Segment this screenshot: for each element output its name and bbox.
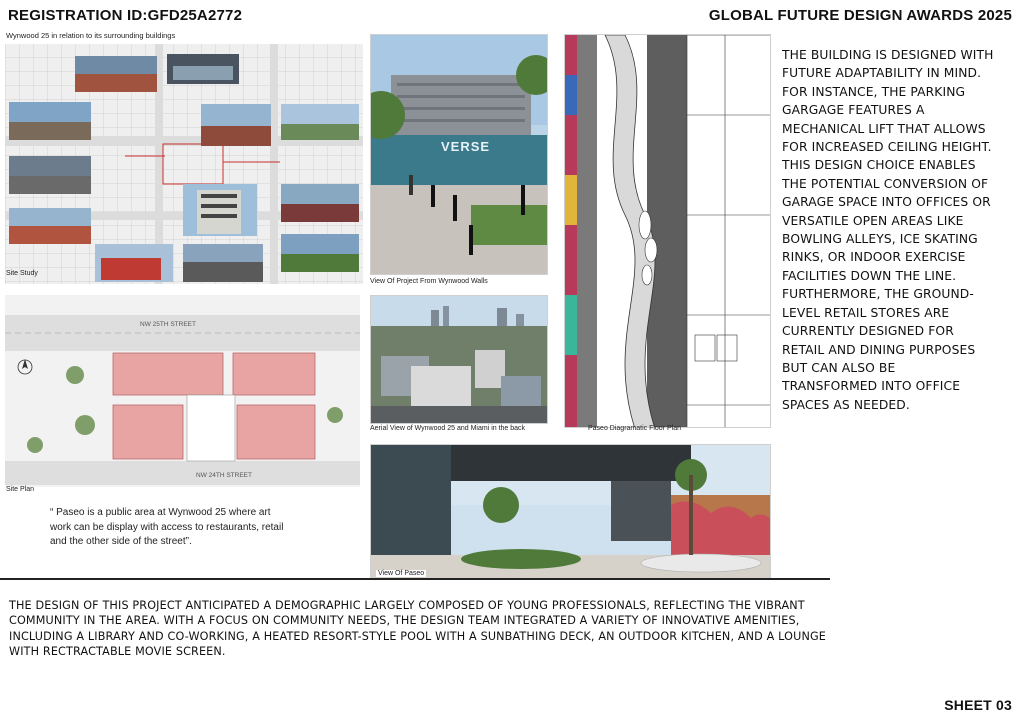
floor-plan-caption: Paseo Diagramatic Floor Plan: [588, 425, 681, 432]
site-photo-3: [9, 102, 91, 140]
site-photo-11: [183, 244, 263, 282]
site-photo-2: [167, 54, 239, 84]
site-photo-1: [75, 56, 157, 92]
paseo-floor-plan: [564, 34, 771, 428]
site-study-map: [5, 44, 363, 284]
aerial-caption: Aerial View of Wynwood 25 and Miami in the back: [370, 425, 526, 432]
site-photo-10: [95, 244, 173, 282]
site-photo-5: [281, 104, 359, 140]
site-photo-12: [281, 234, 359, 272]
site-study-caption: Site Study: [6, 270, 38, 277]
paseo-drawing: [371, 445, 771, 579]
registration-id: REGISTRATION ID:GFD25A2772: [8, 7, 243, 24]
demographic-text: THE DESIGN OF THIS PROJECT ANTICIPATED A DEMOGRAPHIC LARGELY COMPOSED OF YOUNG PROFESSIONALS, REFLECTING THE VIBRANT COMMUNITY IN THE AREA. WITH A FOCUS ON COMMUNITY NEEDS, THE DESIGN TEAM INTEGRATED A VARIETY OF INNOVATIVE AMENITIES, INCLUDING A LIBRARY AND CO-WORKING, A HEATED RESORT-STYLE POOL WITH A SUNBATHING DECK, AN OUTDOOR KITCHEN, AND A LOUNGE WITH RECTRACTABLE MOVIE SCREEN.: [9, 599, 826, 658]
wynwood-walls-caption: View Of Project From Wynwood Walls: [370, 278, 488, 285]
aerial-photo: [370, 295, 548, 424]
site-photo-4: [201, 104, 271, 146]
walls-sign: VERSE: [441, 139, 491, 154]
paseo-photo: [370, 444, 771, 579]
street-north-label: NW 25TH STREET: [140, 321, 196, 328]
adaptability-text: THE BUILDING IS DESIGNED WITH FUTURE ADAPTABILITY IN MIND. FOR INSTANCE, THE PARKING GARGAGE FEATURES A MECHANICAL LIFT THAT ALLOWS FOR INCREASED CEILING HEIGHT. THIS DESIGN CHOICE ENABLES THE POTENTIAL CONVERSION OF GARAGE SPACE INTO OFFICES OR VERSATILE OPEN AREAS LIKE BOWLING ALLEYS, ICE SKATING RINKS, OR INDOOR EXERCISE FACILITIES DOWN THE LINE. FURTHERMORE, THE GROUND-LEVEL RETAIL STORES ARE CURRENTLY DESIGNED FOR RETAIL AND DINING PURPOSES BUT CAN ALSO BE TRANSFORMED INTO OFFICE SPACES AS NEEDED.: [782, 48, 994, 412]
site-photo-9: [9, 208, 91, 244]
awards-title: GLOBAL FUTURE DESIGN AWARDS 2025: [708, 7, 1012, 24]
site-study-drawing: [5, 44, 363, 284]
wynwood-walls-drawing: [371, 35, 548, 275]
section-divider: [0, 578, 830, 580]
wynwood-walls-photo: [370, 34, 548, 275]
aerial-drawing: [371, 296, 548, 424]
site-plan-caption: Site Plan: [6, 486, 35, 493]
paseo-quote: “ Paseo is a public area at Wynwood 25 where art work can be display with access to restaurants, retail and the other side of the street”.: [50, 507, 284, 547]
site-photo-8: [281, 184, 359, 222]
site-photo-7: [183, 184, 257, 236]
floor-plan-drawing: [565, 35, 771, 428]
site-photo-6: [9, 156, 91, 194]
sheet-number: SHEET 03: [944, 697, 1012, 713]
site-study-title: Wynwood 25 in relation to its surrounding buildings: [6, 31, 176, 40]
street-south-label: NW 24TH STREET: [196, 472, 252, 479]
paseo-caption: View Of Paseo: [378, 570, 425, 577]
